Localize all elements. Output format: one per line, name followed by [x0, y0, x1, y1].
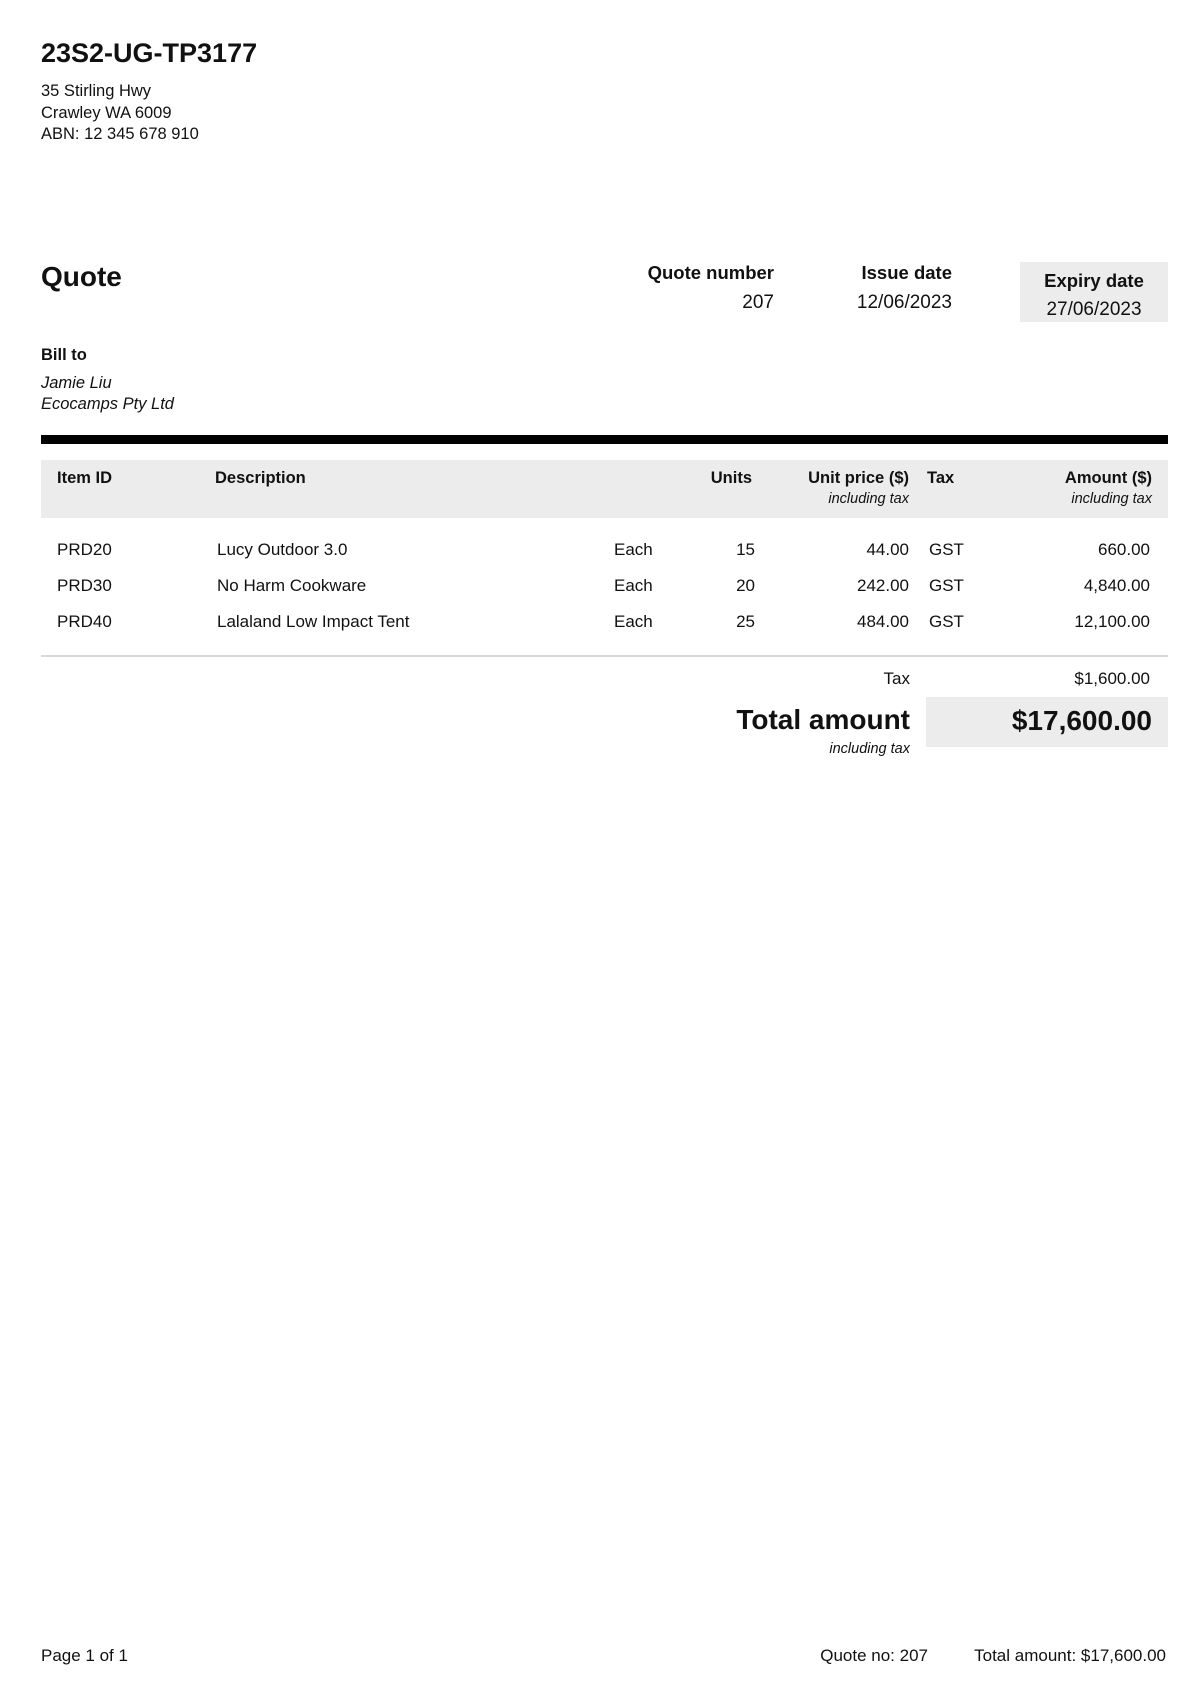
item-amount: 4,840.00: [1083, 576, 1150, 595]
header-tax: Tax: [927, 469, 955, 487]
total-amount-value: $17,600.00: [1011, 705, 1152, 736]
document-title: Quote: [41, 261, 122, 292]
quote-number-value: 207: [742, 292, 774, 313]
bill-to-details: [41, 373, 174, 415]
bill-to-contact: Jamie Liu: [41, 374, 112, 392]
item-unit-price: 242.00: [857, 576, 909, 595]
item-tax: GST: [929, 612, 964, 631]
item-amount: 12,100.00: [1074, 612, 1150, 631]
abn-line: ABN: 12 345 678 910: [41, 125, 199, 143]
item-units: 25: [736, 612, 755, 631]
issue-date-block: [820, 262, 952, 314]
expiry-date-block: [1020, 262, 1168, 322]
tax-total-value: $1,600.00: [1074, 669, 1150, 688]
header-units: Units: [710, 469, 752, 487]
header-unit-price-sub: including tax: [828, 491, 909, 507]
item-description: Lalaland Low Impact Tent: [217, 612, 410, 631]
item-id: PRD30: [57, 576, 112, 595]
item-units: 15: [736, 540, 755, 559]
table-row: [41, 612, 1168, 644]
item-unit-type: Each: [614, 576, 653, 595]
footer-quote-number: Quote no: 207: [820, 1646, 928, 1665]
total-amount-sub: including tax: [829, 741, 910, 757]
item-description: Lucy Outdoor 3.0: [217, 540, 348, 559]
address-line: Crawley WA 6009: [41, 103, 172, 122]
item-unit-type: Each: [614, 540, 653, 559]
item-id: PRD40: [57, 612, 112, 631]
header-item-id: Item ID: [57, 469, 113, 487]
table-row: [41, 576, 1168, 608]
header-divider: [41, 435, 1168, 444]
tax-total-label: Tax: [883, 669, 910, 688]
bill-to-company: Ecocamps Pty Ltd: [41, 395, 174, 413]
item-unit-type: Each: [614, 612, 653, 631]
company-address: [41, 81, 199, 146]
quote-number-label: Quote number: [647, 262, 774, 283]
issue-date-label: Issue date: [861, 262, 952, 283]
item-unit-price: 44.00: [866, 540, 909, 559]
total-amount-box: [926, 697, 1168, 747]
item-description: No Harm Cookware: [217, 576, 367, 595]
header-amount-sub: including tax: [1071, 491, 1152, 507]
item-units: 20: [736, 576, 755, 595]
footer-total-amount: Total amount: $17,600.00: [974, 1646, 1166, 1665]
footer-page-number: Page 1 of 1: [41, 1646, 128, 1665]
item-tax: GST: [929, 576, 964, 595]
table-header: [41, 460, 1168, 518]
company-name: 23S2-UG-TP3177: [41, 38, 258, 68]
item-unit-price: 484.00: [857, 612, 909, 631]
bill-to-label: Bill to: [41, 346, 87, 364]
expiry-date-label: Expiry date: [1044, 270, 1144, 291]
item-tax: GST: [929, 540, 964, 559]
address-line: 35 Stirling Hwy: [41, 82, 152, 100]
issue-date-value: 12/06/2023: [856, 292, 952, 313]
quote-number-block: [600, 262, 774, 314]
table-row: [41, 540, 1168, 572]
header-unit-price: Unit price ($): [808, 469, 909, 487]
item-amount: 660.00: [1098, 540, 1150, 559]
header-description: Description: [215, 469, 306, 487]
total-amount-label: Total amount: [736, 704, 910, 735]
header-amount: Amount ($): [1064, 469, 1152, 487]
item-id: PRD20: [57, 540, 112, 559]
expiry-date-value: 27/06/2023: [1046, 299, 1142, 320]
items-divider: [41, 655, 1168, 657]
